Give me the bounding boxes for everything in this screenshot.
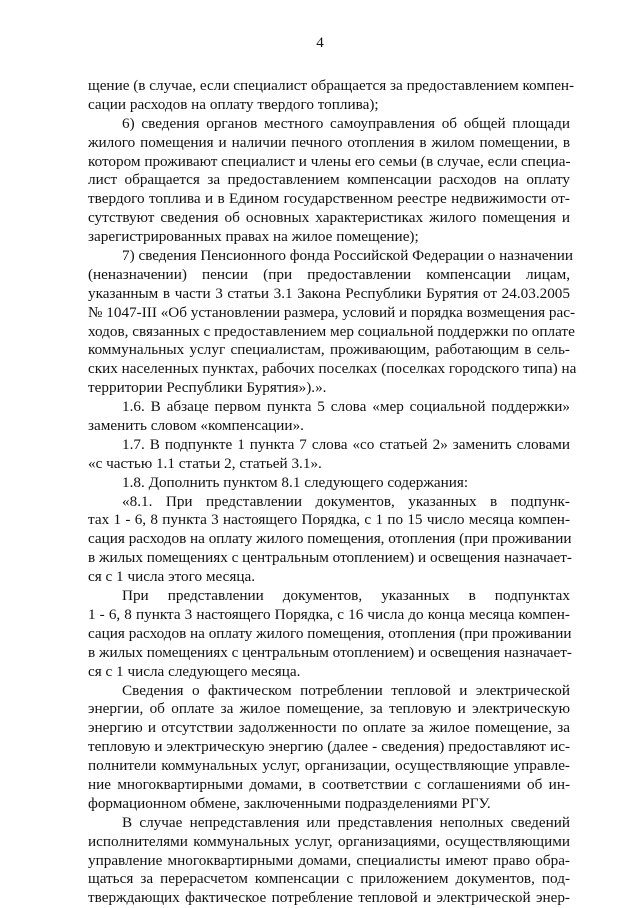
text-line: сация расходов на оплату жилого помещения, отопления (при проживании [88,530,572,548]
text-line: ся с 1 числа этого месяца. [88,568,255,586]
text-line: Сведения о фактическом потреблении тепловой и электрической [122,681,570,699]
text-line: зарегистрированных правах на жилое помещение); [88,228,419,246]
text-line: № 1047-III «Об установлении размера, условий и порядка возмещения рас- [88,303,576,321]
text-line: территории Республики Бурятия»).». [88,379,327,397]
text-line: ся с 1 числа следующего месяца. [88,662,301,680]
text-line: коммунальных услуг специалистам, проживающим, работающим в сель- [88,341,570,359]
text-line: 1.6. В абзаце первом пункта 5 слова «мер социальной поддержки» [122,398,570,416]
text-line: в жилых помещениях с центральным отоплением) и освещения назначает- [88,549,572,567]
text-line: сация расходов на оплату жилого помещения, отопления (при проживании [88,624,572,642]
text-line: энергии, об оплате за жилое помещение, за тепловую и электрическую [88,700,570,718]
text-line: в жилых помещениях с центральным отоплением) и освещения назначает- [88,643,572,661]
text-line: лист обращается за предоставлением компенсации расходов на оплату [88,171,570,189]
page-number: 4 [316,35,324,51]
text-line: 6) сведения органов местного самоуправления об общей площади [122,114,570,132]
text-line: тепловую и электрическую энергию (далее - сведения) предоставляют ис- [88,738,570,756]
text-line: 1.7. В подпункте 1 пункта 7 слова «со статьей 2» заменить словами [122,435,570,453]
text-line: твердого топлива и в Едином государственном реестре недвижимости от- [88,190,570,208]
text-line: заменить словом «компенсации». [88,417,304,435]
text-line: В случае непредставления или представления неполных сведений [122,813,570,831]
text-line: полнители коммунальных услуг, организации, осуществляющие управле- [88,757,570,775]
text-line: 1 - 6, 8 пункта 3 настоящего Порядка, с 16 числа до конца месяца компен- [88,605,570,623]
document-body [88,77,577,908]
text-line: ние многоквартирными домами, в соответствии с соглашениями об ин- [88,775,570,793]
text-line: щаться за перерасчетом компенсации с приложением документов, под- [88,870,570,888]
text-line: (неназначении) пенсии (при предоставлении компенсации лицам, [88,265,570,283]
text-line: жилого помещения и наличии печного отопления в жилом помещении, в [88,133,570,151]
text-line: управление многоквартирными домами, специалисты имеют право обра- [88,851,570,869]
text-line: «с частью 1.1 статьи 2, статьей 3.1». [88,454,322,472]
text-line: сутствуют сведения об основных характеристиках жилого помещения и [88,209,570,227]
text-line: При представлении документов, указанных в подпунктах [122,587,570,605]
text-line: тверждающих фактическое потребление тепловой и электрической энер- [88,889,570,907]
text-line: ских населенных пунктах, рабочих поселках (поселках городского типа) на [88,360,577,378]
text-line: формационном обмене, заключенными подразделениями РГУ. [88,794,491,812]
text-line: исполнителями коммунальных услуг, организациями, осуществляющими [88,832,570,850]
text-line: сации расходов на оплату твердого топлива); [88,95,379,113]
text-line: 1.8. Дополнить пунктом 8.1 следующего содержания: [122,473,469,491]
text-line: щение (в случае, если специалист обращается за предоставлением компен- [88,77,575,94]
text-line: котором проживают специалист и члены его семьи (в случае, если специа- [88,152,571,170]
text-line: «8.1. При представлении документов, указанных в подпунк- [122,492,570,510]
text-line: энергию и отсутствии задолженности по оплате за жилое помещение, за [88,719,570,737]
text-line: указанным в части 3 статьи 3.1 Закона Республики Бурятия от 24.03.2005 [88,284,570,302]
text-line: тах 1 - 6, 8 пункта 3 настоящего Порядка, с 1 по 15 число месяца компен- [88,511,570,529]
text-line: 7) сведения Пенсионного фонда Российской Федерации о назначении [122,247,573,265]
text-line: ходов, связанных с предоставлением мер социальной поддержки по оплате [88,322,575,340]
